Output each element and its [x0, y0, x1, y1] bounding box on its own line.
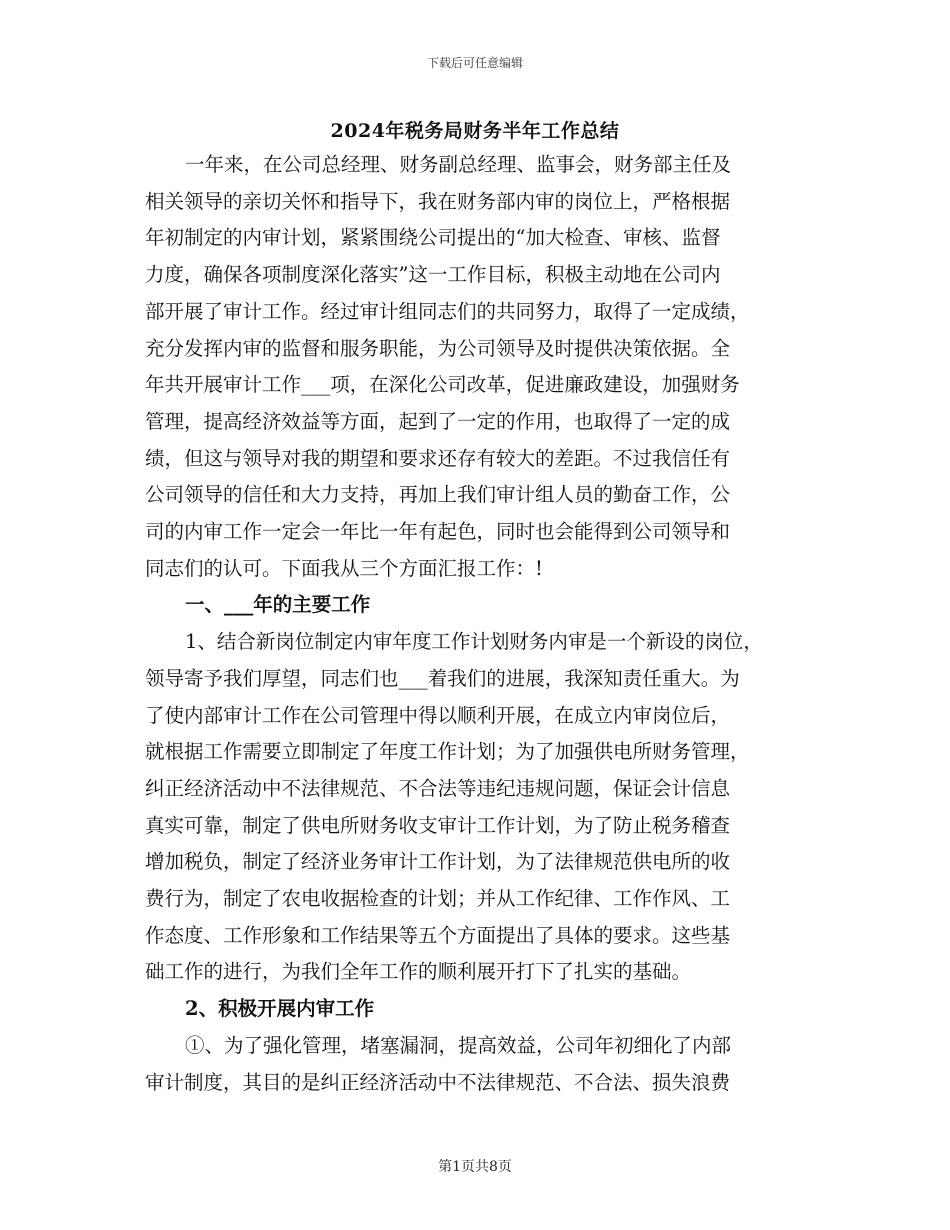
paragraph-line: 一年来，在公司总经理、财务副总经理、监事会，财务部主任及 [185, 153, 732, 176]
paragraph-line: 充分发挥内审的监督和服务职能，为公司领导及时提供决策依据。全 [145, 336, 731, 360]
paragraph-line: 绩，但这与领导对我的期望和要求还存有较大的差距。不过我信任有 [145, 446, 731, 470]
paragraph-line: 年共开展审计工作___项，在深化公司改革，促进廉政建设，加强财务 [145, 373, 740, 397]
paragraph-line: 就根据工作需要立即制定了年度工作计划；为了加强供电所财务管理， [145, 740, 750, 764]
paragraph-line: 审计制度，其目的是纠正经济活动中不法律规范、不合法、损失浪费 [145, 1070, 731, 1094]
paragraph-line: 增加税负，制定了经济业务审计工作计划，为了法律规范供电所的收 [145, 850, 731, 874]
paragraph-line: 同志们的认可。下面我从三个方面汇报工作：! [145, 556, 543, 580]
section-heading: 2、积极开展内审工作 [185, 997, 375, 1021]
paragraph-line: 领导寄予我们厚望，同志们也___着我们的进展，我深知责任重大。为 [145, 666, 740, 690]
paragraph-line: 部开展了审计工作。经过审计组同志们的共同努力，取得了一定成绩， [145, 299, 750, 323]
paragraph-line: 作态度、工作形象和工作结果等五个方面提出了具体的要求。这些基 [145, 923, 731, 947]
paragraph-line: 年初制定的内审计划，紧紧围绕公司提出的“加大检查、审核、监督 [145, 226, 721, 250]
paragraph-line: 1、结合新岗位制定内审年度工作计划财务内审是一个新设的岗位， [185, 630, 763, 654]
paragraph-line: ①、为了强化管理，堵塞漏洞，提高效益，公司年初细化了内部 [185, 1033, 732, 1057]
paragraph-line: 真实可靠，制定了供电所财务收支审计工作计划，为了防止税务稽查 [145, 813, 731, 837]
section-heading: 一、___年的主要工作 [185, 593, 371, 617]
paragraph-line: 管理，提高经济效益等方面，起到了一定的作用，也取得了一定的成 [145, 409, 731, 433]
paragraph-line: 司的内审工作一定会一年比一年有起色，同时也会能得到公司领导和 [145, 520, 731, 543]
paragraph-line: 公司领导的信任和大力支持，再加上我们审计组人员的勤奋工作，公 [145, 483, 731, 507]
header-note: 下载后可任意编辑 [426, 56, 523, 70]
paragraph-line: 力度，确保各项制度深化落实”这一工作目标，积极主动地在公司内 [145, 263, 721, 287]
page-footer: 第1页共8页 [438, 1159, 512, 1175]
paragraph-line: 础工作的进行，为我们全年工作的顺利展开打下了扎实的基础。 [145, 960, 692, 984]
paragraph-line: 纠正经济活动中不法律规范、不合法等违纪违规问题，保证会计信息 [145, 776, 731, 800]
document-title: 2024年税务局财务半年工作总结 [330, 120, 620, 142]
paragraph-line: 了使内部审计工作在公司管理中得以顺利开展，在成立内审岗位后， [145, 703, 731, 727]
paragraph-line: 费行为，制定了农电收据检查的计划；并从工作纪律、工作作风、工 [145, 887, 731, 910]
paragraph-line: 相关领导的亲切关怀和指导下，我在财务部内审的岗位上，严格根据 [145, 189, 731, 213]
